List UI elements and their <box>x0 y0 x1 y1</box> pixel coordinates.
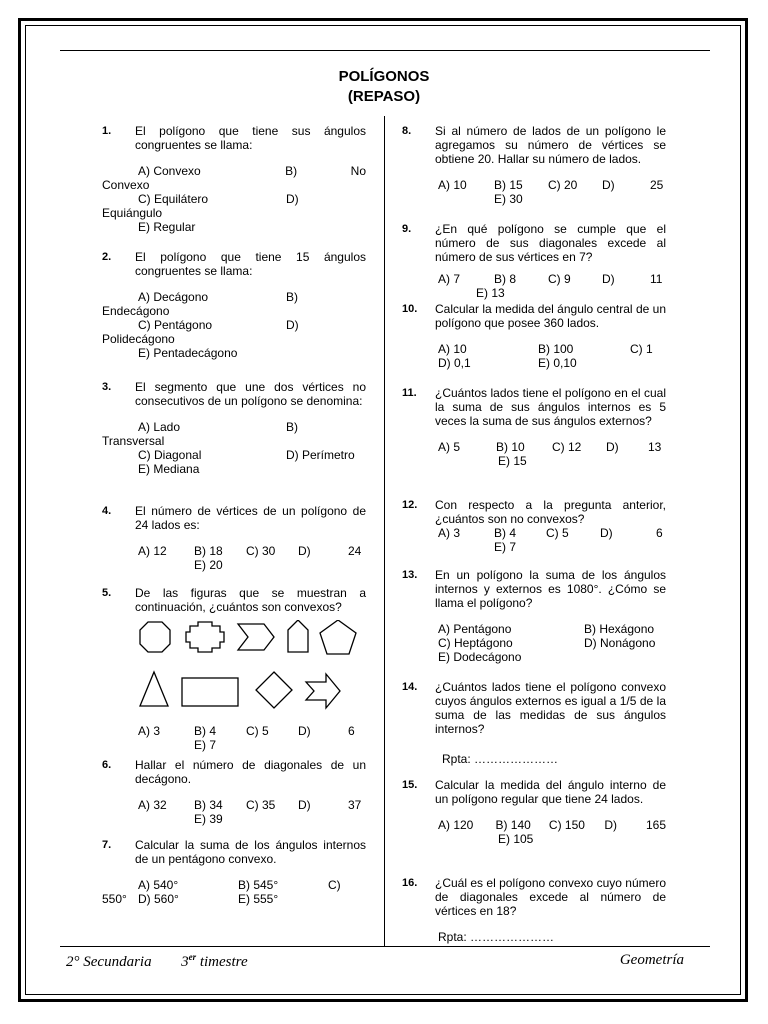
option-a: A) 3 <box>138 724 161 738</box>
question-number: 6. <box>102 759 112 771</box>
option-b: B) 100 <box>538 342 574 356</box>
question-text: Calcular la medida del ángulo central de un polígono que posee 360 lados. <box>435 302 666 330</box>
question-text: ¿En qué polígono se cumple que el número de sus diagonales excede al número de sus vértices en 7? <box>435 222 666 264</box>
option-c: C) 35 <box>246 798 276 812</box>
options <box>402 342 666 370</box>
question-text: El segmento que une dos vértices no consecutivos de un polígono se denomina: <box>135 380 366 408</box>
option-d: D) 0,1 <box>438 356 471 370</box>
option-a: A) 120 <box>438 818 474 832</box>
option-c: C) 9 <box>548 272 571 286</box>
rhombus-figure <box>256 672 292 708</box>
question-number: 4. <box>102 505 112 517</box>
term-label: timestre <box>199 954 248 970</box>
option-d: D) <box>286 318 299 332</box>
footer-rule <box>60 946 710 947</box>
question-15 <box>402 778 666 876</box>
page-title: POLÍGONOS <box>338 68 430 85</box>
option-b: B) <box>285 164 298 178</box>
question-12 <box>402 498 666 568</box>
option-d-text: 37 <box>348 798 362 812</box>
option-row <box>102 448 366 462</box>
option-row <box>102 798 366 812</box>
question-text: En un polígono la suma de los ángulos internos y externos es 1080°. ¿Cómo se llama el polígono? <box>435 568 666 610</box>
option-e: E) Mediana <box>138 462 200 476</box>
option-a: A) Convexo <box>138 164 201 178</box>
option-c: C) 5 <box>546 526 569 540</box>
option-row <box>102 192 366 206</box>
question-text: ¿Cuántos lados tiene el polígono en el cual la suma de sus ángulos internos es 5 veces la suma de sus ángulos externos? <box>435 386 666 428</box>
options <box>402 818 666 846</box>
options <box>402 272 666 300</box>
option-a: A) Pentágono <box>438 622 512 636</box>
options <box>102 724 366 752</box>
option-row <box>402 636 666 650</box>
option-a: A) 5 <box>438 440 461 454</box>
option-e: E) 7 <box>194 738 217 752</box>
question-7 <box>102 838 366 906</box>
question-text: Hallar el número de diagonales de un decágono. <box>135 758 366 786</box>
option-b: B) 10 <box>496 440 525 454</box>
option-row <box>102 164 366 178</box>
question-16 <box>402 876 666 944</box>
option-e: E) 555° <box>238 892 279 906</box>
option-c: C) Pentágono <box>138 318 213 332</box>
header-rule <box>60 50 710 51</box>
option-row <box>402 526 666 540</box>
options <box>102 878 366 906</box>
option-e: E) Dodecágono <box>438 650 522 664</box>
polygon-figures <box>138 620 368 716</box>
option-b: B) 15 <box>494 178 523 192</box>
option-e: E) Pentadecágono <box>138 346 238 360</box>
answer-line: Rpta: ………………… <box>442 752 559 766</box>
options <box>402 440 666 468</box>
option-a: A) 12 <box>138 544 167 558</box>
option-b-cont: Convexo <box>102 178 150 192</box>
option-d-text: 6 <box>656 526 663 540</box>
option-a: A) 10 <box>438 342 467 356</box>
option-d-cont: Equiángulo <box>102 206 163 220</box>
option-d-text: 6 <box>348 724 355 738</box>
question-number: 2. <box>102 251 112 263</box>
question-6 <box>102 758 366 838</box>
option-d: D) <box>286 192 299 206</box>
option-a: A) Lado <box>138 420 181 434</box>
question-number: 11. <box>402 387 417 399</box>
question-number: 15. <box>402 779 418 791</box>
options <box>102 420 366 476</box>
question-2 <box>102 250 366 380</box>
option-a: A) 7 <box>438 272 461 286</box>
option-d: D) <box>600 526 613 540</box>
option-row <box>102 290 366 304</box>
option-c-cont: 550° <box>102 892 127 906</box>
pentagon-figure <box>320 620 356 654</box>
question-1 <box>102 124 366 250</box>
question-text: Calcular la suma de los ángulos internos de un pentágono convexo. <box>135 838 366 866</box>
column-divider <box>384 116 385 946</box>
option-a: A) 10 <box>438 178 467 192</box>
question-3 <box>102 380 366 504</box>
option-a: A) 540° <box>138 878 179 892</box>
question-number: 12. <box>402 499 418 511</box>
question-number: 14. <box>402 681 418 693</box>
option-e: E) 20 <box>194 558 223 572</box>
option-row <box>402 272 666 286</box>
option-e: E) 0,10 <box>538 356 577 370</box>
question-number: 9. <box>402 223 412 235</box>
option-row <box>402 622 666 636</box>
option-e: E) 15 <box>498 454 527 468</box>
option-d: D) Perímetro <box>286 448 355 462</box>
question-text: De las figuras que se muestran a continuación, ¿cuántos son convexos? <box>135 586 366 614</box>
option-d: D) 560° <box>138 892 179 906</box>
question-number: 1. <box>102 125 112 137</box>
option-c: C) 30 <box>246 544 276 558</box>
cross-polygon-figure <box>186 622 224 652</box>
option-c: C) Diagonal <box>138 448 202 462</box>
question-number: 7. <box>102 839 112 851</box>
option-d-text: 25 <box>650 178 664 192</box>
option-d: D) <box>602 178 615 192</box>
option-c: C) 12 <box>552 440 582 454</box>
footer-grade <box>66 952 248 971</box>
term-number: 3 <box>181 954 189 970</box>
question-9 <box>402 222 666 302</box>
option-c: C) <box>328 878 341 892</box>
option-row <box>402 818 666 832</box>
left-column <box>102 124 366 906</box>
option-c: C) 5 <box>246 724 269 738</box>
option-row <box>102 878 366 892</box>
term-superscript: er <box>188 952 197 962</box>
option-b: B) 4 <box>194 724 217 738</box>
option-c: C) 150 <box>548 818 585 832</box>
option-b: B) Hexágono <box>584 622 655 636</box>
option-row <box>102 318 366 332</box>
option-c: C) 20 <box>548 178 578 192</box>
option-c: C) 1 <box>630 342 653 356</box>
option-d: D) <box>604 818 618 832</box>
option-b: B) <box>286 420 298 434</box>
option-e: E) Regular <box>138 220 196 234</box>
option-a: A) 32 <box>138 798 167 812</box>
option-b: B) 4 <box>494 526 517 540</box>
option-row <box>102 724 366 738</box>
option-b-cont: Transversal <box>102 434 165 448</box>
option-e: E) 7 <box>494 540 517 554</box>
option-b: B) <box>286 290 298 304</box>
option-b: B) 140 <box>495 818 531 832</box>
option-e: E) 30 <box>494 192 523 206</box>
question-text: Con respecto a la pregunta anterior, ¿cuántos son no convexos? <box>435 498 666 526</box>
question-number: 13. <box>402 569 418 581</box>
options <box>402 526 666 554</box>
question-text: ¿Cuál es el polígono convexo cuyo número de diagonales excede al número de vértices en 18? <box>435 876 666 918</box>
question-10 <box>402 302 666 386</box>
option-row <box>102 420 366 434</box>
question-4 <box>102 504 366 586</box>
option-e: E) 13 <box>476 286 505 300</box>
option-d-cont: Polidecágono <box>102 332 175 346</box>
question-text: El número de vértices de un polígono de 24 lados es: <box>135 504 366 532</box>
triangle-figure <box>140 672 168 706</box>
option-d: D) <box>298 724 311 738</box>
option-a: A) Decágono <box>138 290 209 304</box>
question-number: 16. <box>402 877 418 889</box>
footer-subject: Geometría <box>619 952 684 968</box>
option-row <box>402 178 666 192</box>
question-number: 3. <box>102 381 112 393</box>
page-subtitle: (REPASO) <box>347 88 421 105</box>
option-d: D) <box>298 544 311 558</box>
question-number: 8. <box>402 125 412 137</box>
octagon-figure <box>140 622 170 652</box>
option-b: B) 8 <box>494 272 517 286</box>
right-column <box>402 124 666 944</box>
question-11 <box>402 386 666 498</box>
option-b: B) 545° <box>238 878 279 892</box>
option-e: E) 105 <box>498 832 534 846</box>
option-row <box>402 356 666 370</box>
options <box>402 622 666 664</box>
chevron-figure <box>238 624 274 650</box>
question-text: ¿Cuántos lados tiene el polígono convexo cuyos ángulos externos es igual a 1/5 de la suma de las medidas de sus ángulos internos? <box>435 680 666 736</box>
question-text: Calcular la medida del ángulo interno de un polígono regular que tiene 24 lados. <box>435 778 666 806</box>
arrow-figure <box>306 674 340 708</box>
question-14 <box>402 680 666 778</box>
option-c: C) Heptágono <box>438 636 513 650</box>
option-b-text: No <box>350 164 366 178</box>
options <box>102 544 366 572</box>
option-d-text: 13 <box>648 440 662 454</box>
option-d: D) <box>602 272 615 286</box>
question-text: El polígono que tiene sus ángulos congruentes se llama: <box>135 124 366 152</box>
option-d: D) <box>298 798 311 812</box>
option-b-cont: Endecágono <box>102 304 170 318</box>
answer-line: Rpta: ………………… <box>438 930 555 944</box>
option-b: B) 34 <box>194 798 223 812</box>
option-d: D) <box>606 440 619 454</box>
option-d-text: 24 <box>348 544 362 558</box>
option-d: D) Nonágono <box>584 636 656 650</box>
options <box>102 164 366 234</box>
question-5 <box>102 586 366 758</box>
option-row <box>402 440 666 454</box>
house-pentagon-figure <box>288 620 308 652</box>
option-row <box>102 544 366 558</box>
question-number: 10. <box>402 303 418 315</box>
option-c: C) Equilátero <box>138 192 209 206</box>
option-a: A) 3 <box>438 526 461 540</box>
question-text: Si al número de lados de un polígono le agregamos su número de vértices se obtiene 20. Hallar su número de lados. <box>435 124 666 166</box>
rectangle-figure <box>182 678 238 706</box>
options <box>402 178 666 206</box>
option-row <box>402 342 666 356</box>
option-row <box>102 892 366 906</box>
option-d-text: 11 <box>650 272 663 286</box>
options <box>102 290 366 360</box>
question-13 <box>402 568 666 680</box>
option-b: B) 18 <box>194 544 223 558</box>
question-8 <box>402 124 666 222</box>
grade-label: 2° Secundaria <box>66 954 152 970</box>
options <box>102 798 366 826</box>
option-d-text: 165 <box>645 818 666 832</box>
option-e: E) 39 <box>194 812 223 826</box>
question-text: El polígono que tiene 15 ángulos congruentes se llama: <box>135 250 366 278</box>
question-number: 5. <box>102 587 112 599</box>
